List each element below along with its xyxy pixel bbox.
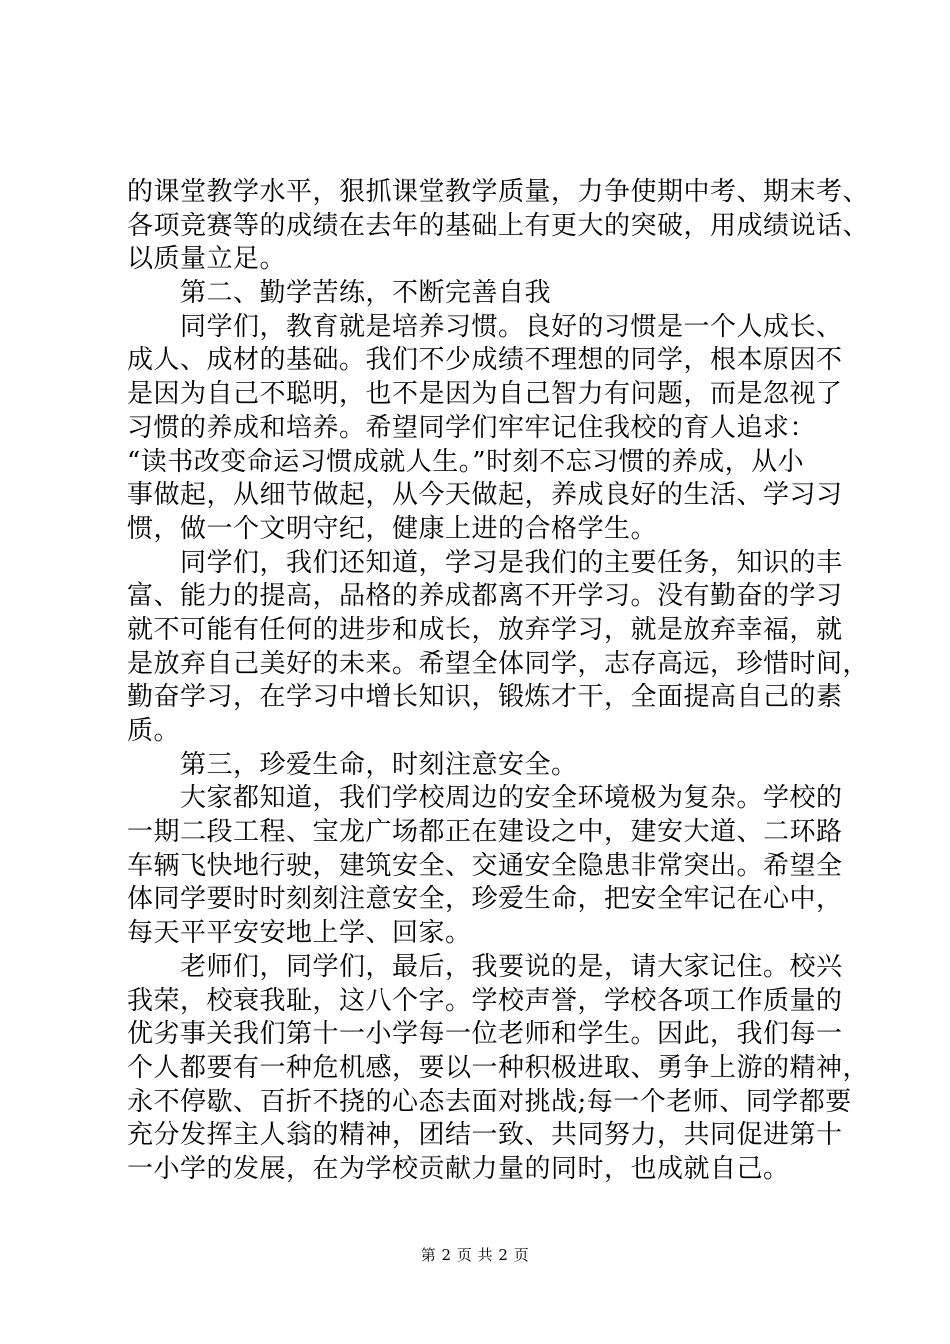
text-line: 就不可能有任何的进步和成长，放弃学习，就是放弃幸福，就 xyxy=(127,614,843,645)
text-line: 习惯的养成和培养。希望同学们牢牢记住我校的育人追求： xyxy=(127,412,817,443)
page-footer: 第 2 页 共 2 页 xyxy=(420,1246,530,1264)
text-line: 成人、成材的基础。我们不少成绩不理想的同学，根本原因不 xyxy=(127,345,843,376)
text-line: 一期二段工程、宝龙广场都正在建设之中，建安大道、二环路 xyxy=(127,817,843,848)
text-line: 的课堂教学水平，狠抓课堂教学质量，力争使期中考、期末考、 xyxy=(127,177,870,207)
text-line: 我荣，校衰我耻，这八个字。学校声誉，学校各项工作质量的 xyxy=(127,985,843,1016)
text-line: 车辆飞快地行驶，建筑安全、交通安全隐患非常突出。希望全 xyxy=(127,850,843,881)
body-text xyxy=(127,176,870,1187)
text-line: 各项竞赛等的成绩在去年的基础上有更大的突破，用成绩说话、 xyxy=(127,210,870,241)
text-line: 每天平平安安地上学、回家。 xyxy=(127,918,472,949)
text-line: “读书改变命运习惯成就人生。”时刻不忘习惯的养成，从小 xyxy=(127,446,805,477)
section-heading: 第二、勤学苦练，不断完善自我 xyxy=(127,278,552,309)
text-line: 以质量立足。 xyxy=(127,244,287,275)
text-line: 永不停歇、百折不挠的心态去面对挑战;每一个老师、同学都要 xyxy=(127,1086,852,1117)
text-line: 富、能力的提高，品格的养成都离不开学习。没有勤奋的学习 xyxy=(127,581,843,612)
text-line: 优劣事关我们第十一小学每一位老师和学生。因此，我们每一 xyxy=(127,1019,843,1050)
text-line: 是因为自己不聪明，也不是因为自己智力有问题，而是忽视了 xyxy=(127,379,843,410)
text-line: 一小学的发展，在为学校贡献力量的同时，也成就自己。 xyxy=(127,1153,790,1184)
text-line: 充分发挥主人翁的精神，团结一致、共同努力，共同促进第十 xyxy=(127,1120,843,1151)
text-line: 惯，做一个文明守纪，健康上进的合格学生。 xyxy=(127,513,658,544)
text-line: 老师们，同学们，最后，我要说的是，请大家记住。校兴 xyxy=(127,951,843,982)
text-line: 是放弃自己美好的未来。希望全体同学，志存高远，珍惜时间， xyxy=(127,648,870,679)
text-line: 同学们，我们还知道，学习是我们的主要任务，知识的丰 xyxy=(127,547,843,578)
section-heading: 第三，珍爱生命，时刻注意安全。 xyxy=(127,749,578,780)
text-line: 个人都要有一种危机感，要以一种积极进取、勇争上游的精神， xyxy=(127,1052,870,1083)
text-line: 质。 xyxy=(127,716,181,746)
text-line: 大家都知道，我们学校周边的安全环境极为复杂。学校的 xyxy=(127,783,843,814)
text-line: 体同学要时时刻刻注意安全，珍爱生命，把安全牢记在心中， xyxy=(127,884,843,915)
text-line: 同学们，教育就是培养习惯。良好的习惯是一个人成长、 xyxy=(127,311,843,342)
text-line: 事做起，从细节做起，从今天做起，养成良好的生活、学习习 xyxy=(127,480,843,511)
text-line: 勤奋学习，在学习中增长知识，锻炼才干，全面提高自己的素 xyxy=(127,682,843,713)
